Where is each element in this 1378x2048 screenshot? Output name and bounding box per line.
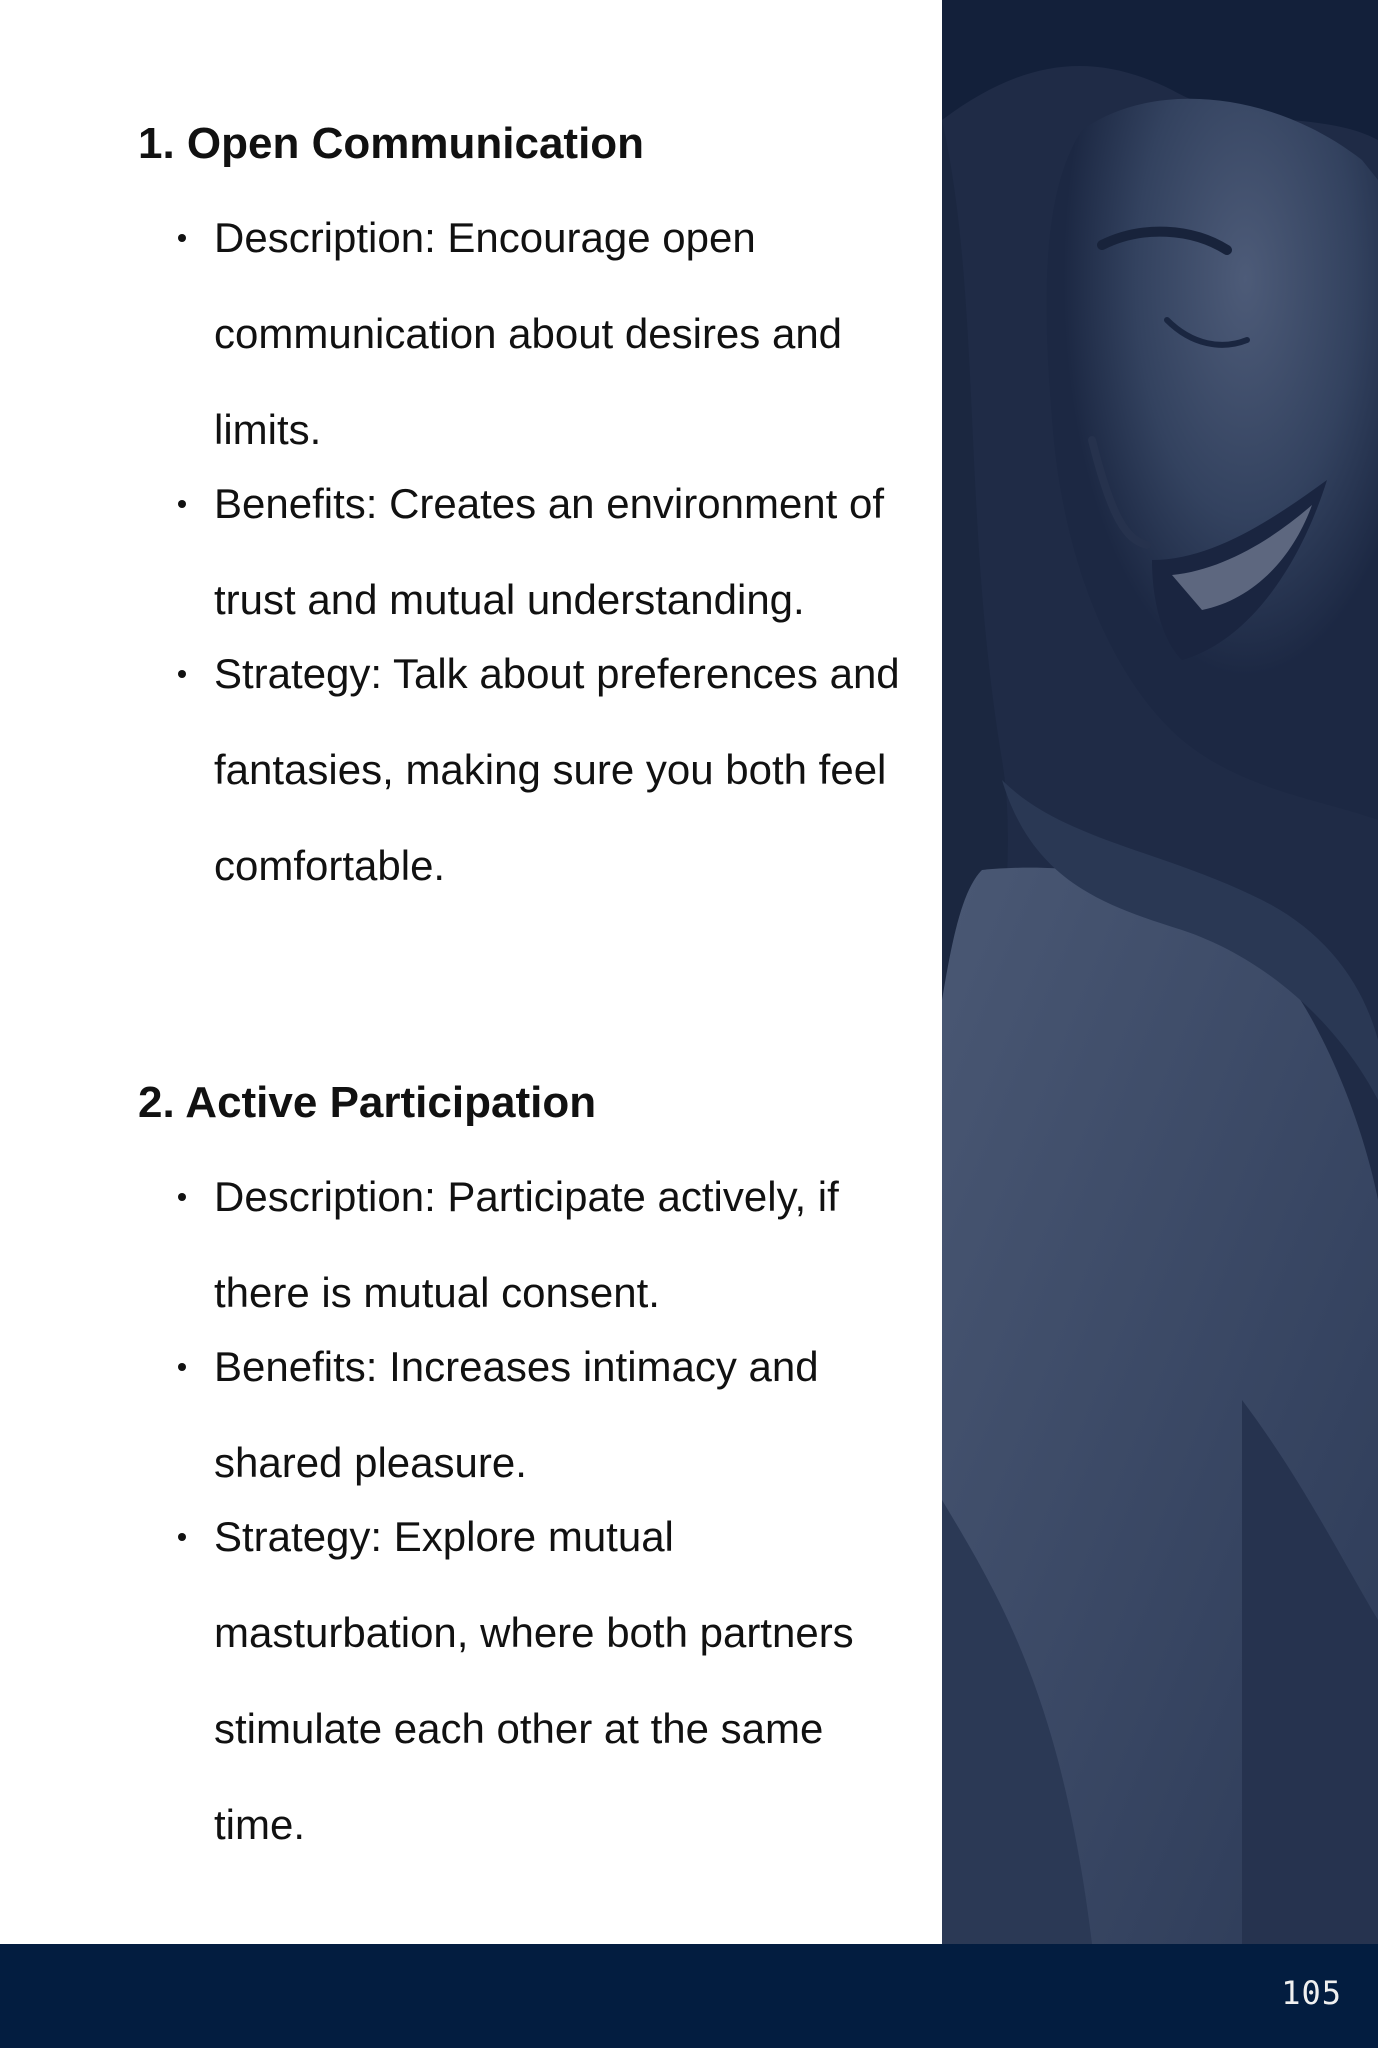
list-item [138, 456, 918, 648]
bullet-icon [178, 1193, 186, 1201]
section-open-communication [138, 116, 918, 914]
bullet-text: Benefits: Increases intimacy and shared pleasure. [214, 1343, 819, 1486]
portrait-photo [942, 0, 1378, 1944]
bullet-text: Strategy: Explore mutual masturbation, where both partners stimulate each other at the same time. [214, 1513, 854, 1848]
bullet-text: Benefits: Creates an environment of trust and mutual understanding. [214, 480, 885, 623]
bullet-icon [178, 1533, 186, 1541]
page-footer [0, 1944, 1378, 2048]
bullet-text: Description: Encourage open communication about desires and limits. [214, 214, 843, 453]
portrait-photo-illustration [942, 0, 1378, 1944]
bullet-list [138, 1149, 918, 1873]
bullet-text: Description: Participate actively, if there is mutual consent. [214, 1173, 839, 1316]
section-heading: 1. Open Communication [138, 119, 645, 168]
bullet-list [138, 190, 918, 914]
bullet-text: Strategy: Talk about preferences and fantasies, making sure you both feel comfortable. [214, 650, 900, 889]
section-heading: 2. Active Participation [138, 1078, 597, 1127]
list-item [138, 1489, 918, 1873]
bullet-icon [178, 234, 186, 242]
bullet-icon [178, 1363, 186, 1371]
list-item [138, 1319, 918, 1511]
list-item [138, 626, 918, 914]
bullet-icon [178, 500, 186, 508]
page-number: 105 [1281, 1974, 1342, 2012]
list-item [138, 1149, 918, 1341]
list-item [138, 190, 918, 478]
section-active-participation [138, 1075, 918, 1873]
bullet-icon [178, 670, 186, 678]
